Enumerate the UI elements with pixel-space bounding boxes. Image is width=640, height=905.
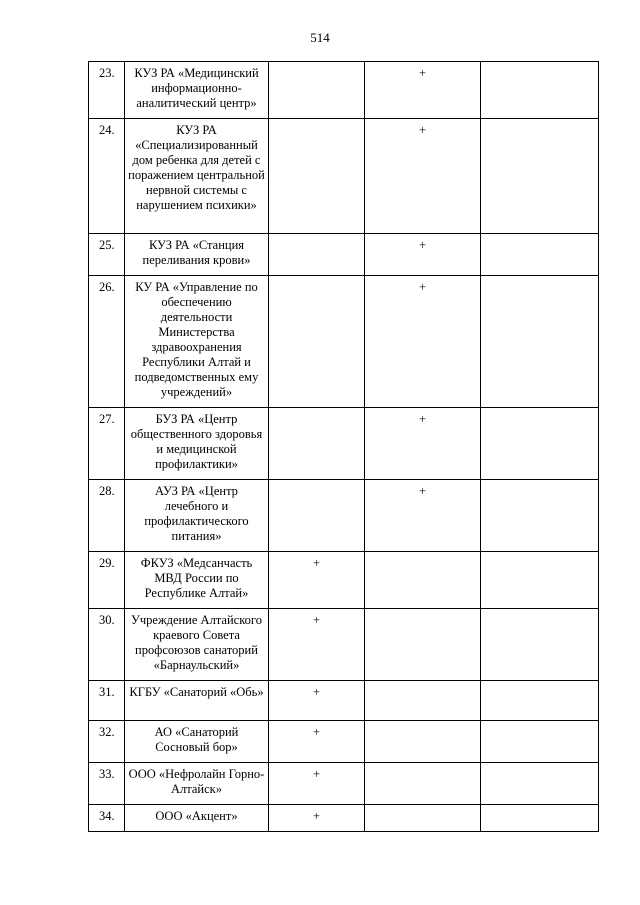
mark-cell-4: + xyxy=(365,408,481,480)
mark-cell-3: + xyxy=(269,805,365,832)
row-number: 31. xyxy=(89,681,125,721)
mark-cell-3 xyxy=(269,480,365,552)
mark-cell-5 xyxy=(481,681,599,721)
mark-cell-3: + xyxy=(269,721,365,763)
mark-cell-5 xyxy=(481,552,599,609)
mark-cell-4 xyxy=(365,609,481,681)
mark-cell-4: + xyxy=(365,234,481,276)
mark-cell-4: + xyxy=(365,62,481,119)
row-number: 26. xyxy=(89,276,125,408)
organization-name: ООО «Акцент» xyxy=(125,805,269,832)
row-number: 29. xyxy=(89,552,125,609)
organization-name: ООО «Нефролайн Горно-Алтайск» xyxy=(125,763,269,805)
row-number: 27. xyxy=(89,408,125,480)
mark-cell-4 xyxy=(365,552,481,609)
mark-cell-5 xyxy=(481,805,599,832)
mark-cell-3: + xyxy=(269,763,365,805)
table-row xyxy=(89,62,599,119)
row-number: 32. xyxy=(89,721,125,763)
table-row xyxy=(89,408,599,480)
mark-cell-3: + xyxy=(269,681,365,721)
mark-cell-5 xyxy=(481,234,599,276)
table-row xyxy=(89,609,599,681)
mark-cell-5 xyxy=(481,721,599,763)
organizations-table xyxy=(88,61,599,832)
table-row xyxy=(89,805,599,832)
organization-name: ФКУЗ «Медсанчасть МВД России по Республике Алтай» xyxy=(125,552,269,609)
mark-cell-4 xyxy=(365,721,481,763)
organization-name: КУЗ РА «Специализированный дом ребенка для детей с поражением центральной нервной системы с нарушением психики» xyxy=(125,119,269,234)
row-number: 25. xyxy=(89,234,125,276)
mark-cell-5 xyxy=(481,276,599,408)
organization-name: КУЗ РА «Медицинский информационно-аналитический центр» xyxy=(125,62,269,119)
organization-name: КГБУ «Санаторий «Обь» xyxy=(125,681,269,721)
mark-cell-3 xyxy=(269,276,365,408)
page-number: 514 xyxy=(310,30,330,45)
mark-cell-3 xyxy=(269,234,365,276)
organization-name: КУ РА «Управление по обеспечению деятельности Министерства здравоохранения Республики Алтай и подведомственных ему учреждений» xyxy=(125,276,269,408)
mark-cell-4: + xyxy=(365,119,481,234)
mark-cell-3: + xyxy=(269,552,365,609)
organization-name: Учреждение Алтайского краевого Совета профсоюзов санаторий «Барнаульский» xyxy=(125,609,269,681)
row-number: 34. xyxy=(89,805,125,832)
table-row xyxy=(89,234,599,276)
mark-cell-5 xyxy=(481,609,599,681)
organization-name: БУЗ РА «Центр общественного здоровья и медицинской профилактики» xyxy=(125,408,269,480)
row-number: 23. xyxy=(89,62,125,119)
row-number: 28. xyxy=(89,480,125,552)
table-row xyxy=(89,763,599,805)
organization-name: АУЗ РА «Центр лечебного и профилактического питания» xyxy=(125,480,269,552)
organization-name: КУЗ РА «Станция переливания крови» xyxy=(125,234,269,276)
mark-cell-4: + xyxy=(365,480,481,552)
mark-cell-3 xyxy=(269,62,365,119)
mark-cell-3 xyxy=(269,119,365,234)
row-number: 33. xyxy=(89,763,125,805)
mark-cell-3: + xyxy=(269,609,365,681)
mark-cell-5 xyxy=(481,408,599,480)
table-row xyxy=(89,721,599,763)
mark-cell-5 xyxy=(481,119,599,234)
row-number: 30. xyxy=(89,609,125,681)
mark-cell-4 xyxy=(365,763,481,805)
table-row xyxy=(89,119,599,234)
table-row xyxy=(89,480,599,552)
organization-name: АО «Санаторий Сосновый бор» xyxy=(125,721,269,763)
mark-cell-3 xyxy=(269,408,365,480)
mark-cell-4 xyxy=(365,805,481,832)
mark-cell-4: + xyxy=(365,276,481,408)
row-number: 24. xyxy=(89,119,125,234)
mark-cell-5 xyxy=(481,480,599,552)
table-row xyxy=(89,552,599,609)
mark-cell-5 xyxy=(481,763,599,805)
table-row xyxy=(89,681,599,721)
table-row xyxy=(89,276,599,408)
mark-cell-5 xyxy=(481,62,599,119)
mark-cell-4 xyxy=(365,681,481,721)
